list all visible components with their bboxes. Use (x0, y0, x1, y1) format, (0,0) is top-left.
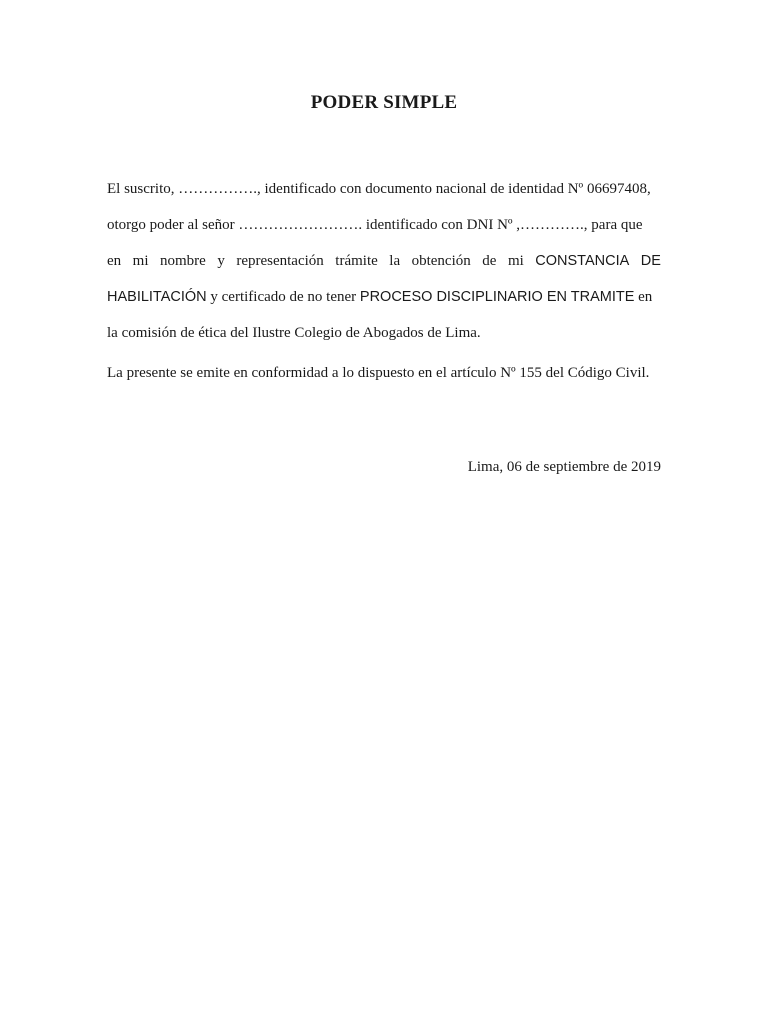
line-3-word: de (482, 253, 497, 269)
line-3-word: DE (640, 253, 661, 269)
line-3-word: y (217, 253, 225, 269)
line-3-word: CONSTANCIA (535, 253, 630, 269)
line-3-word: mi (507, 253, 524, 269)
paragraph-1-line-4 (107, 279, 661, 315)
line-3-word: obtención (411, 253, 471, 269)
paragraph-1-line-2: otorgo poder al señor ……………………. identificado con DNI Nº ,…………., para que (107, 217, 643, 233)
line-3-word: nombre (160, 253, 206, 269)
document-title: PODER SIMPLE (310, 92, 458, 113)
line-3-word: en (107, 253, 122, 269)
habilitacion-term: HABILITACIÓN (107, 289, 207, 305)
paragraph-1 (107, 171, 661, 351)
paragraph-2: La presente se emite en conformidad a lo dispuesto en el artículo Nº 155 del Código Civil. (107, 365, 650, 381)
line-3-word: representación (236, 253, 324, 269)
paragraph-1-line-5: la comisión de ética del Ilustre Colegio de Abogados de Lima. (107, 325, 481, 341)
line-4-text: y certificado de no tener (206, 289, 360, 305)
line-3-word: trámite (335, 253, 378, 269)
paragraph-1-line-1: El suscrito, ……………., identificado con documento nacional de identidad Nº 06697408, (107, 181, 651, 197)
proceso-term: PROCESO DISCIPLINARIO EN TRAMITE (359, 289, 635, 305)
line-4-end: en (634, 289, 653, 305)
paragraph-1-line-3 (107, 243, 661, 279)
line-3-word: la (389, 253, 401, 269)
date-line: Lima, 06 de septiembre de 2019 (467, 459, 661, 475)
line-3-word: mi (132, 253, 149, 269)
